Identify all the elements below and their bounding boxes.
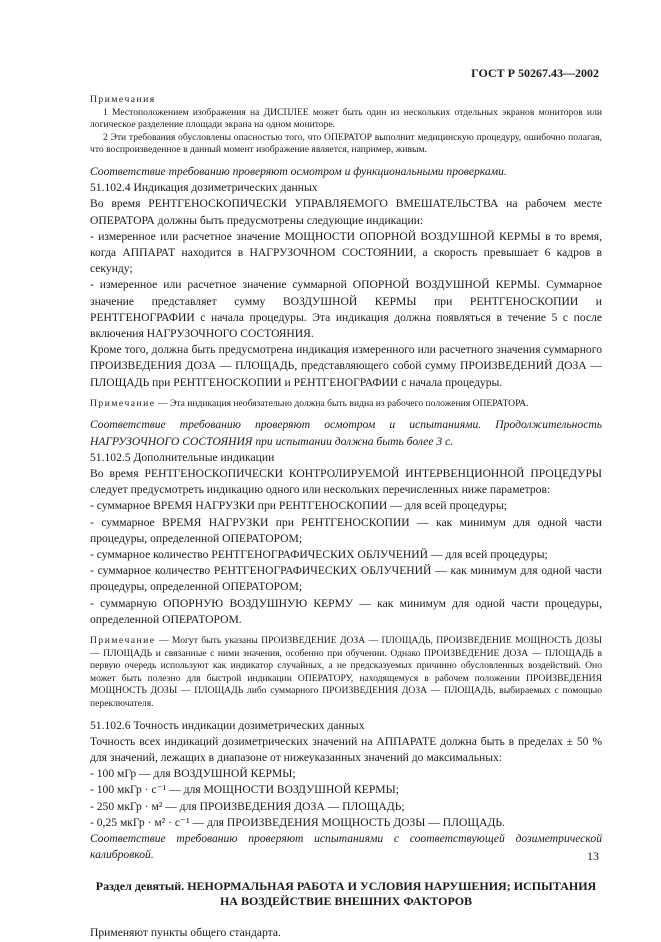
list-item: - суммарное количество РЕНТГЕНОГРАФИЧЕСКИХ ОБЛУЧЕНИЙ — для всей процедуры;: [90, 548, 548, 562]
section-title-line: НА ВОЗДЕЙСТВИЕ ВНЕШНИХ ФАКТОРОВ: [219, 894, 473, 909]
section-heading: 51.102.6 Точность индикации дозиметрических данных: [90, 718, 365, 732]
note: [90, 398, 602, 411]
paragraph: Во время РЕНТГЕНОСКОПИЧЕСКИ УПРАВЛЯЕМОГО ВМЕШАТЕЛЬСТВА на рабочем месте ОПЕРАТОРА должны быть предусмотрены следующие индикации:: [90, 197, 602, 227]
note-label: Примечание: [90, 635, 156, 647]
note-text: — Могут быть указаны ПРОИЗВЕДЕНИЕ ДОЗА — ПЛОЩАДЬ, ПРОИЗВЕДЕНИЕ МОЩНОСТЬ ДОЗЫ — ПЛОЩАДЬ и связанные с ними значения, особенно при обучении. Однако ПРОИЗВЕДЕНИЕ ДОЗА — ПЛОЩАДЬ в первую очередь используют как индикатор случайных, а не предсказуемых причинно обусловленных воздействий. Оно может быть полезно для быстрой индикации ОПЕРАТОРУ, находящемуся в рабочем положении ПРОИЗВЕДЕНИЯ МОЩНОСТЬ ДОЗЫ — ПЛОЩАДЬ либо суммарного ПРОИЗВЕДЕНИЯ ДОЗА — ПЛОЩАДЬ, выбираемых с помощью переключателя.: [90, 635, 602, 710]
list-item: - суммарное количество РЕНТГЕНОГРАФИЧЕСКИХ ОБЛУЧЕНИЙ — как минимум для одной части процедуры, определенной ОПЕРАТОРОМ;: [90, 564, 602, 594]
paragraph: Точность всех индикаций дозиметрических значений на АППАРАТЕ должна быть в пределах ± 50 % для значений, лежащих в диапазоне от нижеуказанных значений до максимальных:: [90, 734, 602, 765]
list-item: - суммарное ВРЕМЯ НАГРУЗКИ при РЕНТГЕНОСКОПИИ — для всей процедуры;: [90, 499, 507, 513]
note-item: 2 Эти требования обусловлены опасностью того, что ОПЕРАТОР выполнит медицинскую процедуру, ошибочно полагая, что воспроизведенное в данный момент изображение является, например, живым.: [90, 131, 602, 156]
list-item: - 0,25 мкГр · м² · с⁻¹ — для ПРОИЗВЕДЕНИЯ МОЩНОСТЬ ДОЗЫ — ПЛОЩАДЬ.: [90, 815, 505, 829]
compliance-text: Соответствие требованию проверяют осмотром и функциональными проверками.: [90, 164, 507, 178]
note: [90, 635, 602, 711]
list-item: - измеренное или расчетное значение суммарной ОПОРНОЙ ВОЗДУШНОЙ КЕРМЫ. Суммарное значение представляет сумму ВОЗДУШНОЙ КЕРМЫ при РЕНТГЕНОСКОПИИ и РЕНТГЕНОГРАФИИ с начала процедуры. Эта индикация должна появляться в течение 5 с после включения НАГРУЗОЧНОГО СОСТОЯНИЯ.: [90, 278, 602, 340]
note-text: — Эта индикация необязательно должна быть видна из рабочего положения ОПЕРАТОРА.: [155, 397, 529, 409]
paragraph: Кроме того, должна быть предусмотрена индикация измеренного или расчетного значения суммарного ПРОИЗВЕДЕНИЯ ДОЗА — ПЛОЩАДЬ, представляющего собой сумму ПРОИЗВЕДЕНИЙ ДОЗА — ПЛОЩАДЬ при РЕНТГЕНОСКОПИИ и РЕНТГЕНОГРАФИИ с начала процедуры.: [90, 343, 602, 389]
list-item: - суммарное ВРЕМЯ НАГРУЗКИ при РЕНТГЕНОСКОПИИ — как минимум для одной части процедуры, определенной ОПЕРАТОРОМ;: [90, 515, 602, 545]
list-item: - 100 мГр — для ВОЗДУШНОЙ КЕРМЫ;: [90, 767, 296, 781]
note-item: 1 Местоположением изображения на ДИСПЛЕЕ может быть один из нескольких отдельных экранов мониторов или логическое разделение площади экрана на одном мониторе.: [90, 106, 602, 131]
page-content: [90, 94, 602, 942]
note-label: Примечание: [90, 397, 156, 409]
compliance-text: Соответствие требованию проверяют осмотром и испытаниями. Продолжительность НАГРУЗОЧНОГО СОСТОЯНИЯ при испытании должна быть более 3 с.: [90, 418, 602, 448]
section-heading: 51.102.4 Индикация дозиметрических данных: [90, 181, 318, 195]
note-title: Примечания: [90, 94, 156, 105]
section-title: [90, 879, 602, 909]
list-item: - 250 мкГр · м² — для ПРОИЗВЕДЕНИЯ ДОЗА — ПЛОЩАДЬ;: [90, 799, 405, 813]
section-heading: 51.102.5 Дополнительные индикации: [90, 450, 275, 464]
paragraph: Во время РЕНТГЕНОСКОПИЧЕСКИ КОНТРОЛИРУЕМОЙ ИНТЕРВЕНЦИОННОЙ ПРОЦЕДУРЫ следует предусмотреть индикацию одного или нескольких перечисленных ниже параметров:: [90, 467, 602, 497]
section-title-line: Раздел девятый. НЕНОРМАЛЬНАЯ РАБОТА И УСЛОВИЯ НАРУШЕНИЯ; ИСПЫТАНИЯ: [95, 879, 597, 894]
list-item: - суммарную ОПОРНУЮ ВОЗДУШНУЮ КЕРМУ — как минимум для одной части процедуры, определенной ОПЕРАТОРОМ.: [90, 596, 602, 626]
list-item: - 100 мкГр · с⁻¹ — для МОЩНОСТИ ВОЗДУШНОЙ КЕРМЫ;: [90, 783, 399, 797]
document-id: ГОСТ Р 50267.43—2002: [471, 66, 599, 80]
paragraph: Применяют пункты общего стандарта.: [90, 926, 281, 940]
list-item: - измеренное или расчетное значение МОЩНОСТИ ОПОРНОЙ ВОЗДУШНОЙ КЕРМЫ в то время, когда АППАРАТ находится в НАГРУЗОЧНОМ СОСТОЯНИИ, а скорость превышает 6 кадров в секунду;: [90, 229, 602, 276]
page-number: 13: [587, 849, 599, 863]
compliance-text: Соответствие требованию проверяют испытаниями с соответствующей дозиметрической калибровкой.: [90, 832, 602, 862]
